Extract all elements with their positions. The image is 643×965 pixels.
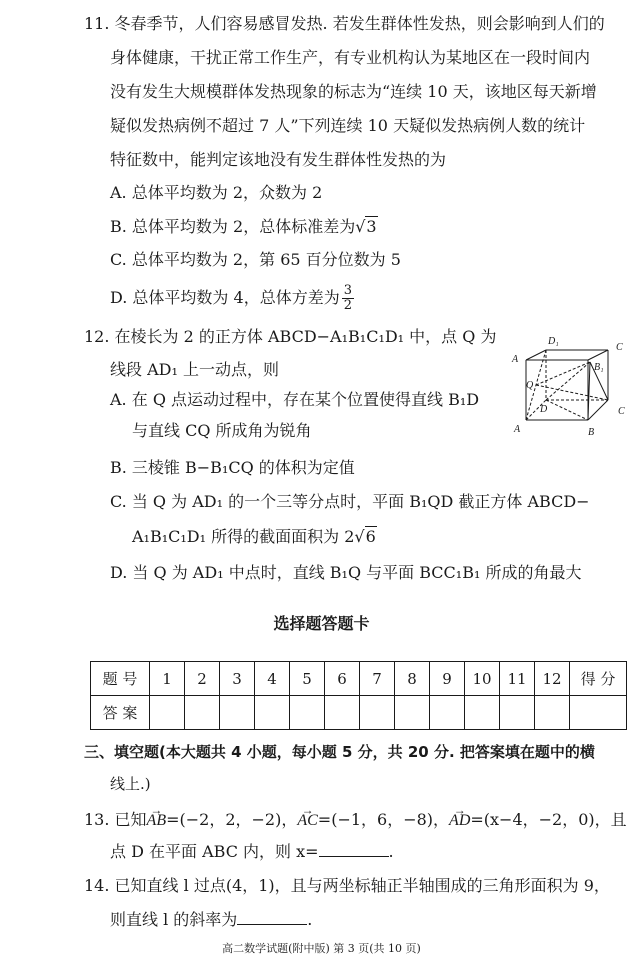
vector-ab: → AB [147,811,167,831]
answer-card-row-numbers [91,662,627,696]
label-q: Q [526,380,534,391]
answer-cell[interactable] [255,696,290,730]
score-label: 得 分 [570,662,627,696]
q11-line-5: 特征数中，能判定该地没有发生群体性发热的为 [110,150,447,169]
label-b1: B₁ [594,362,604,373]
q13-answer-blank[interactable] [319,842,389,857]
answer-card-row-answers [91,696,627,730]
answer-cell[interactable] [465,696,500,730]
answer-cell[interactable] [185,696,220,730]
question-number-cell: 3 [220,662,255,696]
question-number-cell: 6 [325,662,360,696]
page-footer: 高二数学试题(附中版) 第 3 页(共 10 页) [222,942,421,955]
question-number-cell: 8 [395,662,430,696]
q11-line-3: 没有发生大规模群体发热现象的标志为“连续 10 天，该地区每天新增 [110,82,597,101]
score-cell[interactable] [570,696,627,730]
q13-line-2: 点 D 在平面 ABC 内，则 x= . [110,842,394,861]
question-number-cell: 12 [535,662,570,696]
q12-option-d: D. 当 Q 为 AD₁ 中点时，直线 B₁Q 与平面 BCC₁B₁ 所成的角最大 [110,563,582,582]
label-d1: D₁ [548,336,559,347]
question-number-cell: 9 [430,662,465,696]
q11-line-4: 疑似发热病例不超过 7 人”下列连续 10 天疑似发热病例人数的统计 [110,116,586,135]
fraction-3-over-2: $\frac{3}{2}$ [343,283,352,313]
label-a: A [514,424,521,435]
q11-line-1: 11. 冬春季节，人们容易感冒发热. 若发生群体性发热，则会影响到人们的 [84,14,605,33]
answer-cell[interactable] [220,696,255,730]
label-a1: A [512,354,519,365]
answer-cell[interactable] [395,696,430,730]
question-number-cell: 4 [255,662,290,696]
question-number-cell: 5 [290,662,325,696]
q11-option-d: D. 总体平均数为 4，总体方差为 $\frac{3}{2}$ [110,283,352,313]
answer-cell[interactable] [290,696,325,730]
answer-card-table [90,661,627,730]
answer-cell[interactable] [500,696,535,730]
q11-option-c: C. 总体平均数为 2，第 65 百分位数为 5 [110,250,401,269]
question-number-cell: 7 [360,662,395,696]
question-number-cell: 10 [465,662,500,696]
vector-ac: → AC [297,811,317,831]
question-number-cell: 11 [500,662,535,696]
q13-line-1: 13. 已知→ AB=(−2，2，−2)，→ AC=(−1，6，−8)，→ AD=(x−4，−2，0)，且 [84,810,627,831]
answer-cell[interactable] [150,696,185,730]
q14-line-1: 14. 已知直线 l 过点(4，1)，且与两坐标轴正半轴围成的三角形面积为 9， [84,876,610,895]
answer-row-label: 答 案 [91,696,150,730]
q12-option-a-1: A. 在 Q 点运动过程中，存在某个位置使得直线 B₁D [110,390,480,409]
label-c1: C [616,342,623,353]
q11-option-b: B. 总体平均数为 2，总体标准差为√3 [110,217,377,236]
question-number-cell: 2 [185,662,220,696]
section-3-heading-2: 线上.) [110,775,151,793]
answer-cell[interactable] [325,696,360,730]
q12-option-c-1: C. 当 Q 为 AD₁ 的一个三等分点时，平面 B₁QD 截正方体 ABCD− [110,492,590,511]
answer-card-title: 选择题答题卡 [273,614,370,633]
question-number-cell: 1 [150,662,185,696]
section-3-heading: 三、填空题(本大题共 4 小题，每小题 5 分，共 20 分. 把答案填在题中的横 [84,743,595,761]
answer-cell[interactable] [535,696,570,730]
q12-stem-1: 12. 在棱长为 2 的正方体 ABCD−A₁B₁C₁D₁ 中，点 Q 为 [84,327,497,346]
answer-cell[interactable] [360,696,395,730]
q12-option-a-2: 与直线 CQ 所成角为锐角 [132,421,312,440]
vector-ad: → AD [449,811,470,831]
q12-option-b: B. 三棱锥 B−B₁CQ 的体积为定值 [110,458,355,477]
label-d: D [540,404,548,415]
answer-card-row-label: 题 号 [91,662,150,696]
q11-line-2: 身体健康，干扰正常工作生产，有专业机构认为某地区在一段时间内 [110,48,591,67]
q14-line-2: 则直线 l 的斜率为 . [110,910,313,929]
cube-figure [508,332,633,442]
answer-cell[interactable] [430,696,465,730]
label-b: B [588,427,595,438]
q11-option-a: A. 总体平均数为 2，众数为 2 [110,183,323,202]
label-c: C [618,406,625,417]
q14-answer-blank[interactable] [237,910,307,925]
q12-stem-2: 线段 AD₁ 上一动点，则 [110,360,279,379]
q12-option-c-2: A₁B₁C₁D₁ 所得的截面面积为 2√6 [132,527,376,546]
